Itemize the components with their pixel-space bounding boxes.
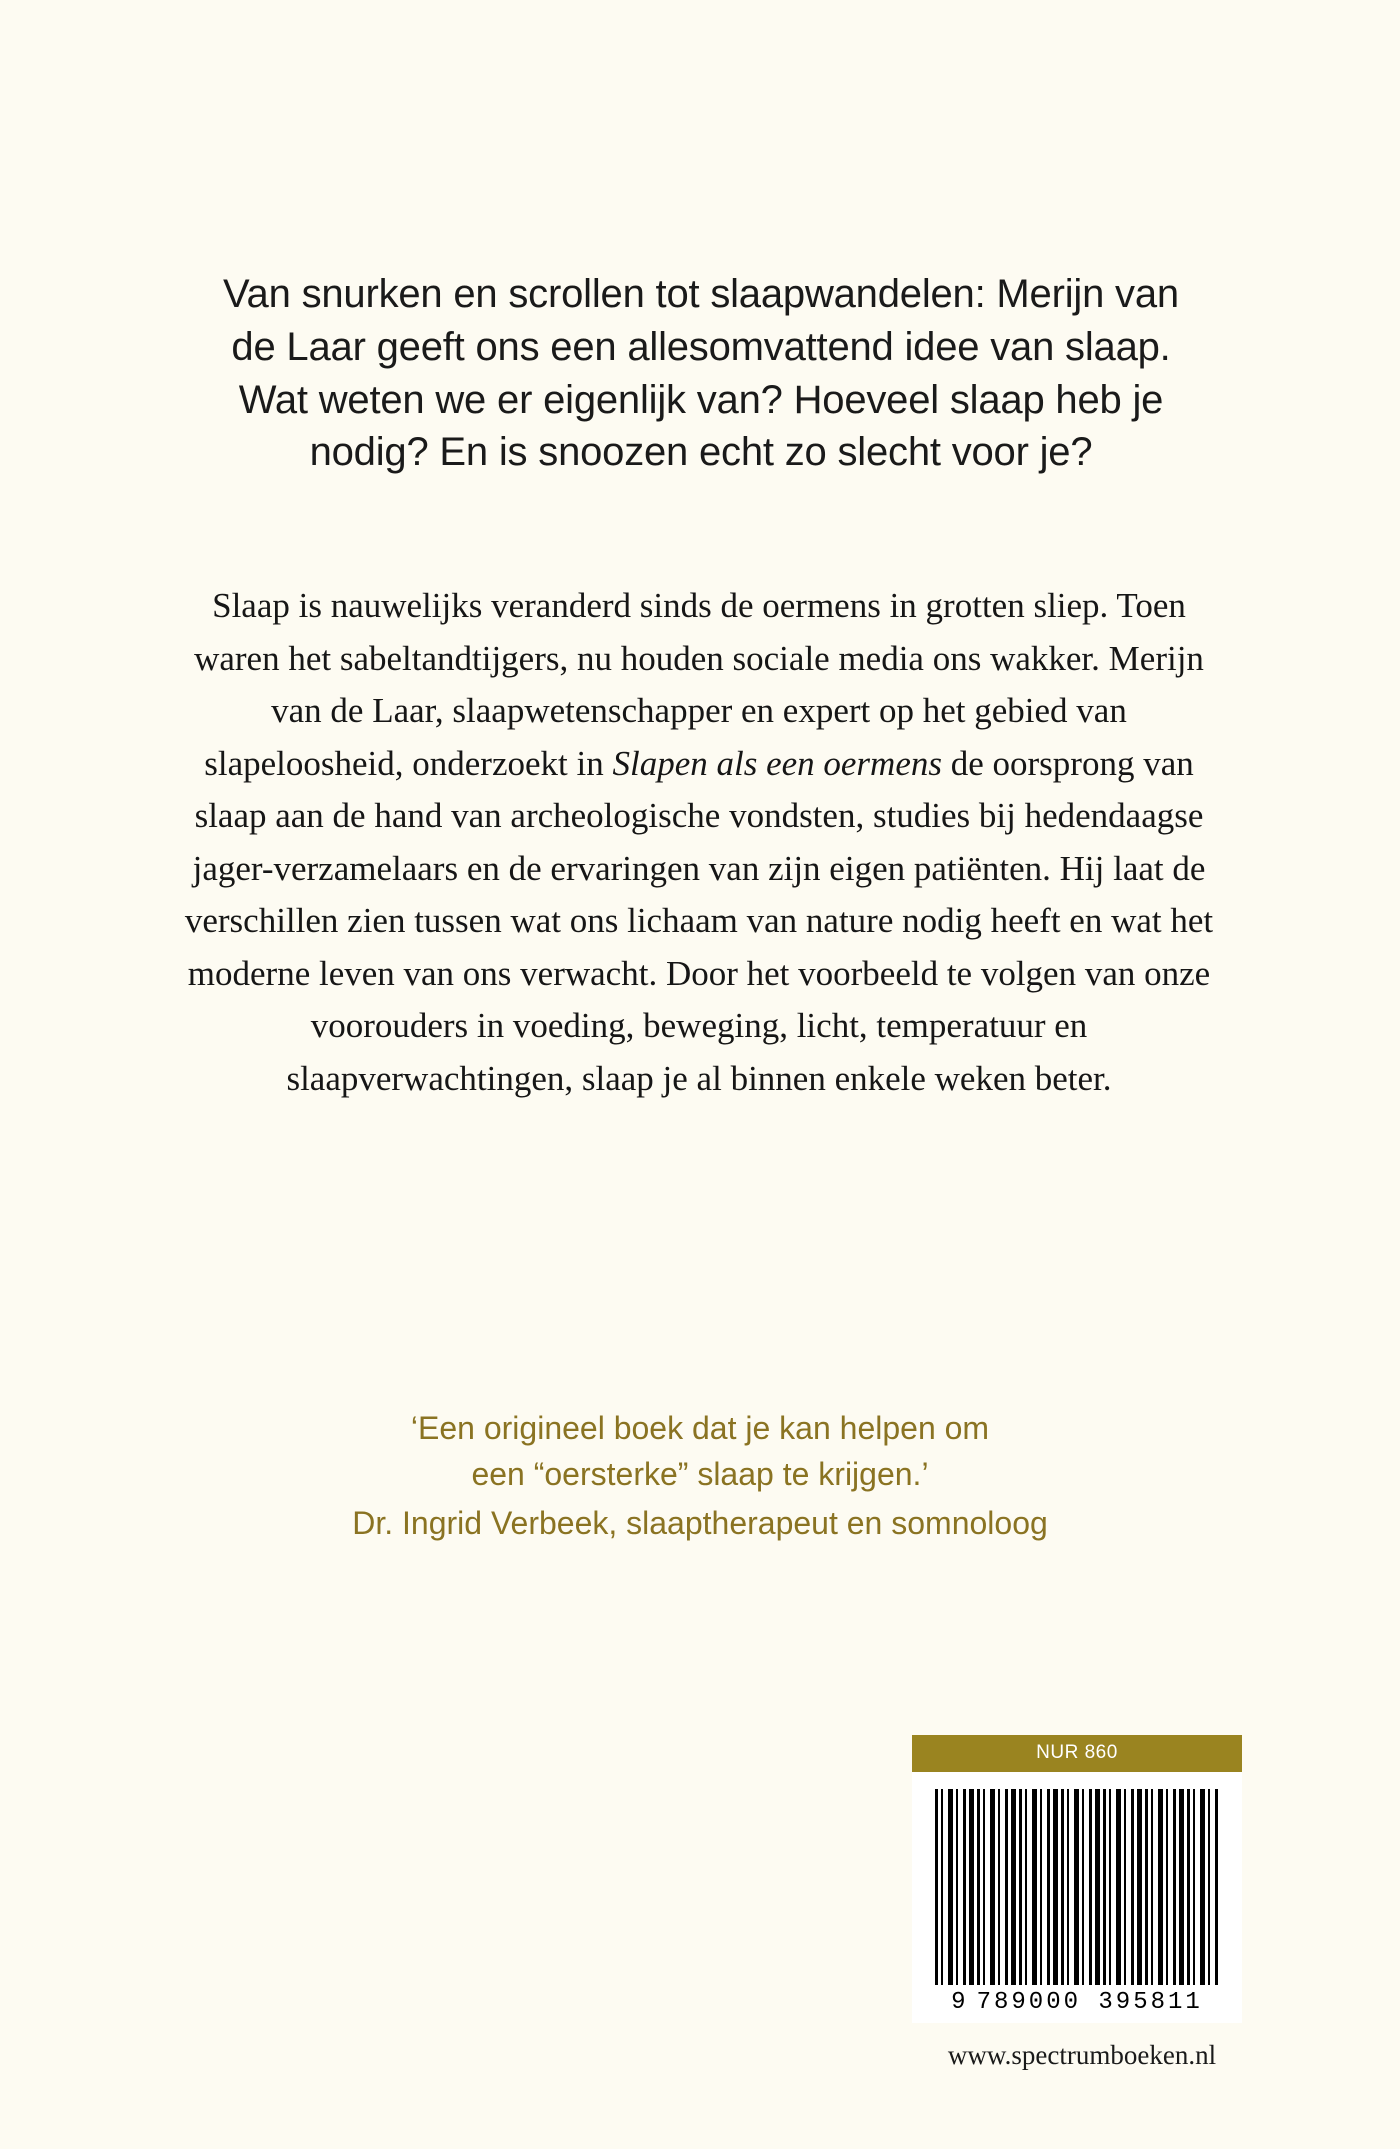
barcode-bars-icon — [935, 1789, 1219, 1985]
endorsement-quote — [200, 1405, 1200, 1546]
cover-blurb — [178, 580, 1220, 1105]
quote-attribution: Dr. Ingrid Verbeek, slaaptherapeut en somnoloog — [352, 1504, 1048, 1541]
blurb-text-before-title: Slaap is nauwelijks veranderd sinds de oermens in grotten sliep. Toen waren het sabeltandtijgers, nu houden sociale media ons wakker. Merijn van de Laar, slaapwetenschapper en expert op het gebied van slapeloosheid, onderzoekt in — [194, 586, 1204, 783]
barcode-main-digits: 789000 395811 — [976, 1989, 1203, 2016]
quote-line-2: een “oersterke” slaap te krijgen.’ — [471, 1456, 929, 1493]
quote-line-1: ‘Een origineel boek dat je kan helpen om — [410, 1410, 990, 1446]
publisher-website: www.spectrumboeken.nl — [947, 2040, 1217, 2070]
nur-code-label: NUR 860 — [912, 1735, 1242, 1772]
barcode-lead-digit: 9 — [951, 1989, 969, 2016]
barcode-area — [912, 1772, 1242, 2023]
barcode-number — [935, 1985, 1219, 2016]
cover-tagline: Van snurken en scrollen tot slaapwandelen: Merijn van de Laar geeft ons een allesomvattend idee van slaap. Wat weten we er eigenlijk van? Hoeveel slaap heb je nodig? En is snoozen echt zo slecht voor je? — [223, 272, 1179, 475]
barcode-block — [912, 1735, 1242, 2023]
blurb-book-title: Slapen als een oermens — [612, 743, 942, 783]
blurb-text-after-title: de oorsprong van slaap aan de hand van archeologische vondsten, studies bij hedendaagse jager-verzamelaars en de ervaringen van zijn eigen patiënten. Hij laat de verschillen zien tussen wat ons lichaam van nature nodig heeft en wat het moderne leven van ons verwacht. Door het voorbeeld te volgen van onze voorouders in voeding, beweging, licht, temperatuur en slaapverwachtingen, slaap je al binnen enkele weken beter. — [184, 743, 1214, 1098]
